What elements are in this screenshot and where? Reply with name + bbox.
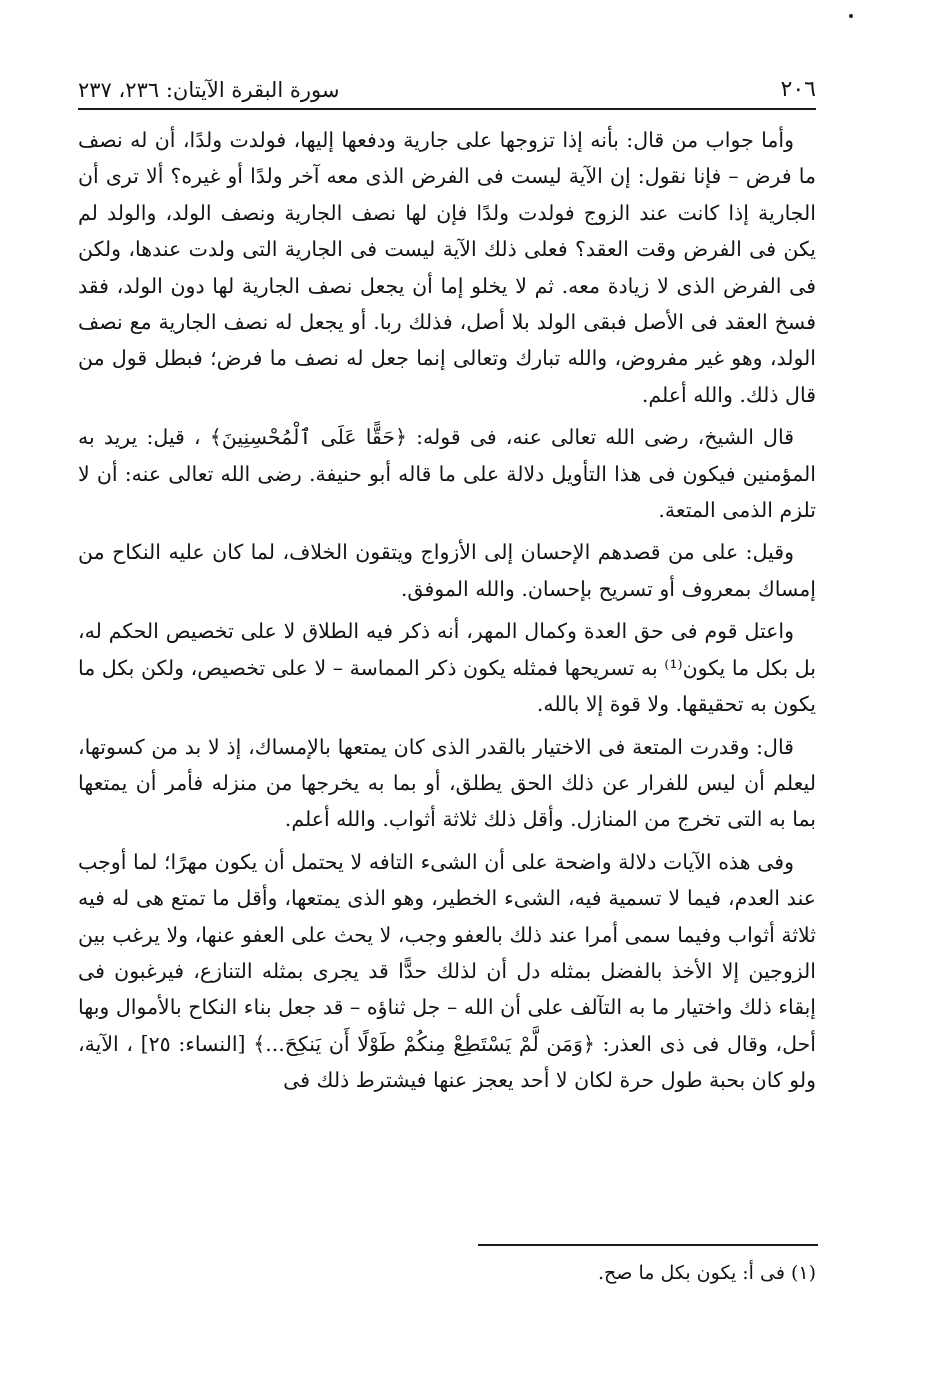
paragraph: قال: وقدرت المتعة فى الاختيار بالقدر الذى كان يمتعها بالإمساك، إذ لا بد من كسوتها، ليعلم أن ليس للفرار عن ذلك الحق يطلق، أو بما به يخرجها من منزله فأمر أن يمتعها بما به التى تخرج من المنازل. وأقل ذلك ثلاثة أثواب. والله أعلم. bbox=[78, 734, 816, 832]
page-mark bbox=[849, 14, 853, 18]
footnote-divider bbox=[478, 1244, 818, 1246]
paragraph: وأما جواب من قال: بأنه إذا تزوجها على جارية ودفعها إليها، فولدت ولدًا، أن له نصف ما فرض – فإنا نقول: إن الآية ليست فى الفرض الذى معه آخر ولدًا أو غيره؟ ألا ترى أن الجارية إذا كانت عند الزوج فولدت ولدًا فإن لها نصف الجارية ونصف الولد، والولد لم يكن فى الفرض وقت العقد؟ فعلى ذلك الآية ليست فى الجارية التى ولدت عندها، ولكن فى الفرض الذى لا زيادة معه. ثم لا يخلو إما أن يجعل نصف الجارية لها دون الولد، فقد فسخ العقد فى الأصل فبقى الولد بلا أصل، فذلك ربا. أو يجعل له نصف الجارية مع نصف الولد، وهو غير مفروض، والله تبارك وتعالى إنما جعل له نصف ما فرض؛ فبطل قول من قال ذلك. والله أعلم. bbox=[78, 128, 816, 407]
page-number: ٢٠٦ bbox=[780, 77, 816, 102]
footnote: (١) فى أ: يكون بكل ما صح. bbox=[597, 1262, 816, 1284]
paragraph: وقيل: على من قصدهم الإحسان إلى الأزواج ويتقون الخلاف، لما كان عليه النكاح من إمساك بمعروف أو تسريح بإحسان. والله الموفق. bbox=[78, 540, 816, 601]
paragraph: وفى هذه الآيات دلالة واضحة على أن الشىء التافه لا يحتمل أن يكون مهرًا؛ لما أوجب عند العدم، فيما لا تسمية فيه، الشىء الخطير، وهو الذى يمتعها، وأقل ما تمتع هى له فيه ثلاثة أثواب وفيما سمى أمرا عند ذلك بالعفو وجب، لا يحث على العفو عنها، ولا يرغب بين الزوجين إلا الأخذ بالفضل بمثله دل أن لذلك حدًّا قد يجرى بمثله التنازع، فيرغبون فى إبقاء ذلك واختيار ما به التآلف على أن الله – جل ثناؤه – قد جعل بناء النكاح بالأموال وبها أحل، وقال فى ذى العذر: ﴿وَمَن لَّمْ يَسْتَطِعْ مِنكُمْ طَوْلًا أَن يَنكِحَ...﴾ [النساء: ٢٥] ، الآية، ولو كان بحبة طول حرة لكان لا أحد يعجز عنها فيشترط ذلك فى bbox=[78, 849, 816, 1093]
running-title: سورة البقرة الآيتان: ٢٣٦، ٢٣٧ bbox=[78, 78, 340, 102]
running-header bbox=[78, 62, 816, 110]
paragraph: واعتل قوم فى حق العدة وكمال المهر، أنه ذكر فيه الطلاق لا على تخصيص الحكم له، بل بكل ما يكون⁽¹⁾ به تسريحها فمثله يكون ذكر المماسة – لا على تخصيص، ولكن بكل ما يكون به تحقيقها. ولا قوة إلا بالله. bbox=[78, 619, 816, 717]
page bbox=[78, 62, 816, 1105]
paragraph: قال الشيخ، رضى الله تعالى عنه، فى قوله: ﴿حَقًّا عَلَى ٱلْمُحْسِنِينَ﴾ ، قيل: يريد به المؤمنين فيكون فى هذا التأويل دلالة على ما قاله أبو حنيفة. رضى الله تعالى عنه: أن لا تلزم الذمى المتعة. bbox=[78, 425, 816, 523]
main-text bbox=[78, 122, 816, 1099]
